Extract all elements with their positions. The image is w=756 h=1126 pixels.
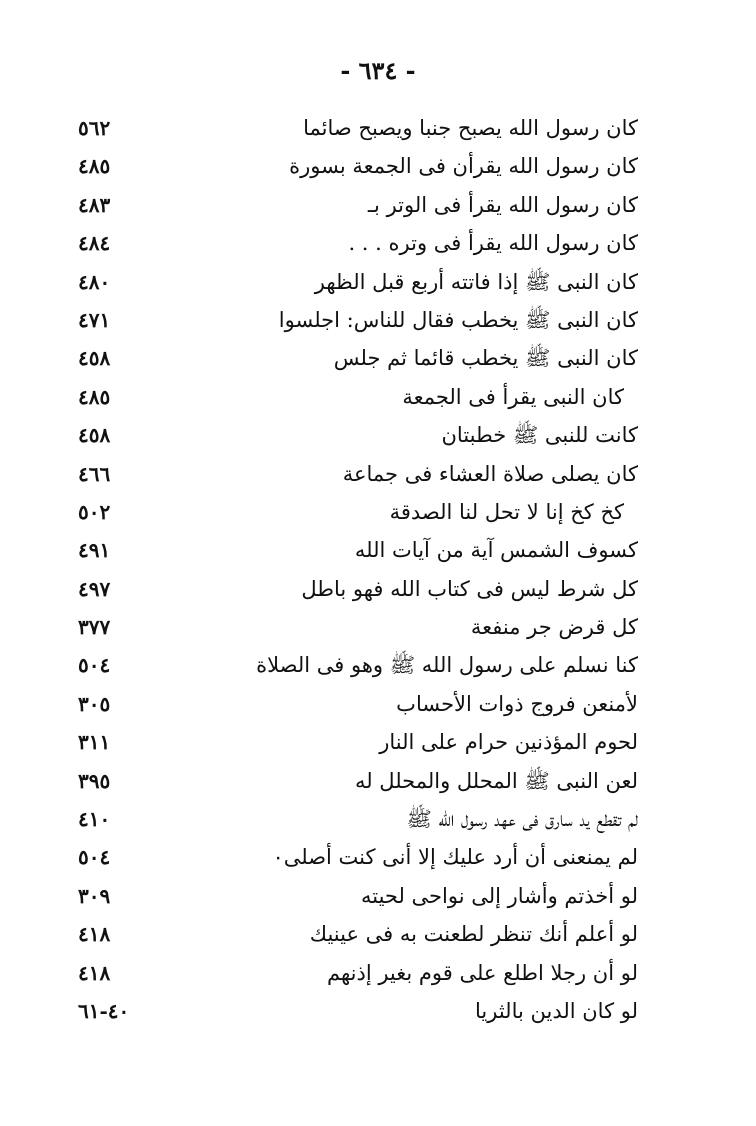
entry-text: كنا نسلم على رسول الله ﷺ وهو فى الصلاة <box>256 653 638 678</box>
list-item <box>78 420 638 458</box>
entry-text: كل شرط ليس فى كتاب الله فهو باطل <box>301 576 638 601</box>
entry-text: كسوف الشمس آية من آيات الله <box>354 538 638 563</box>
entry-text: لو أخذتم وأشار إلى نواحى لحيته <box>360 883 638 908</box>
entry-page-ref: ٤٩٧ <box>78 576 111 601</box>
entry-text: كان رسول الله يصبح جنبا ويصبح صائما <box>303 116 638 140</box>
entry-page-ref: ٤٥٨ <box>78 423 111 448</box>
entry-text: كان رسول الله يقرأن فى الجمعة بسورة <box>289 154 638 179</box>
entry-page-ref: ٤٨٠ <box>78 269 111 294</box>
list-item <box>78 190 638 228</box>
list-item <box>78 766 638 804</box>
entry-text: لعن النبى ﷺ المحلل والمحلل له <box>354 768 638 793</box>
entry-text: كان يصلى صلاة العشاء فى جماعة <box>342 461 638 486</box>
list-item <box>78 267 638 305</box>
entry-text: كان النبى ﷺ يخطب قائما ثم جلس <box>333 346 638 371</box>
entry-page-ref: ٥٠٤ <box>78 845 111 870</box>
entry-page-ref: ٤٨٣ <box>78 192 111 217</box>
entry-page-ref: ٤١٨ <box>78 922 111 947</box>
entry-page-ref: ٣٠٥ <box>78 691 111 716</box>
list-item <box>78 151 638 189</box>
hadith-index-list <box>78 113 638 1034</box>
entry-page-ref: ٣٩٥ <box>78 768 111 793</box>
list-item <box>78 382 638 420</box>
entry-page-ref: ٣١١ <box>78 730 111 755</box>
list-item <box>78 881 638 919</box>
list-item <box>78 727 638 765</box>
entry-text: كان رسول الله يقرأ فى الوتر بـ <box>367 192 638 217</box>
entry-page-ref: ٤٦٦ <box>78 461 111 486</box>
entry-text: كان النبى ﷺ إذا فاتته أربع قبل الظهر <box>314 269 638 294</box>
list-item <box>78 459 638 497</box>
list-item <box>78 497 638 535</box>
entry-page-ref: ٤٠-٦١ <box>78 998 130 1023</box>
entry-text: كان النبى ﷺ يخطب فقال للناس: اجلسوا <box>278 307 638 332</box>
list-item <box>78 343 638 381</box>
entry-text: لو أن رجلا اطلع على قوم بغير إذنهم <box>326 960 638 985</box>
list-item <box>78 804 638 842</box>
list-item <box>78 842 638 880</box>
entry-page-ref: ٥٠٤ <box>78 653 111 678</box>
list-item <box>78 574 638 612</box>
entry-page-ref: ٥٦٢ <box>78 116 111 140</box>
list-item <box>78 612 638 650</box>
entry-page-ref: ٣٧٧ <box>78 615 111 640</box>
page-number: - ٦٣٤ - <box>340 56 416 85</box>
list-item <box>78 958 638 996</box>
entry-text: كان النبى يقرأ فى الجمعة <box>402 384 624 409</box>
entry-text: لم تقطع يد سارق فى عهد رسول الله ﷺ <box>406 807 638 832</box>
entry-page-ref: ٤٩١ <box>78 538 111 563</box>
entry-text: كل قرض جر منفعة <box>470 615 638 640</box>
list-item <box>78 919 638 957</box>
entry-text: لأمنعن فروج ذوات الأحساب <box>396 691 638 716</box>
list-item <box>78 305 638 343</box>
list-item <box>78 996 638 1034</box>
entry-page-ref: ٤١٠ <box>78 807 111 832</box>
list-item <box>78 535 638 573</box>
entry-text: لو أعلم أنك تنظر لطعنت به فى عينيك <box>309 922 638 947</box>
entry-text: كخ كخ إنا لا تحل لنا الصدقة <box>389 499 624 524</box>
list-item <box>78 650 638 688</box>
entry-page-ref: ٤٧١ <box>78 307 111 332</box>
entry-page-ref: ٤٨٤ <box>78 231 111 256</box>
list-item <box>78 228 638 266</box>
entry-page-ref: ٤١٨ <box>78 960 111 985</box>
entry-text: لم يمنعنى أن أرد عليك إلا أنى كنت أصلى٠ <box>272 845 638 870</box>
entry-text: كانت للنبى ﷺ خطبتان <box>441 423 638 448</box>
list-item <box>78 113 638 151</box>
entry-page-ref: ٥٠٢ <box>78 499 111 524</box>
entry-text: لو كان الدين بالثريا <box>475 998 638 1023</box>
list-item <box>78 689 638 727</box>
entry-text: لحوم المؤذنين حرام على النار <box>379 730 638 755</box>
entry-page-ref: ٣٠٩ <box>78 883 111 908</box>
entry-page-ref: ٤٨٥ <box>78 384 111 409</box>
entry-page-ref: ٤٨٥ <box>78 154 111 179</box>
entry-text: كان رسول الله يقرأ فى وتره . . . <box>348 231 638 256</box>
entry-page-ref: ٤٥٨ <box>78 346 111 371</box>
